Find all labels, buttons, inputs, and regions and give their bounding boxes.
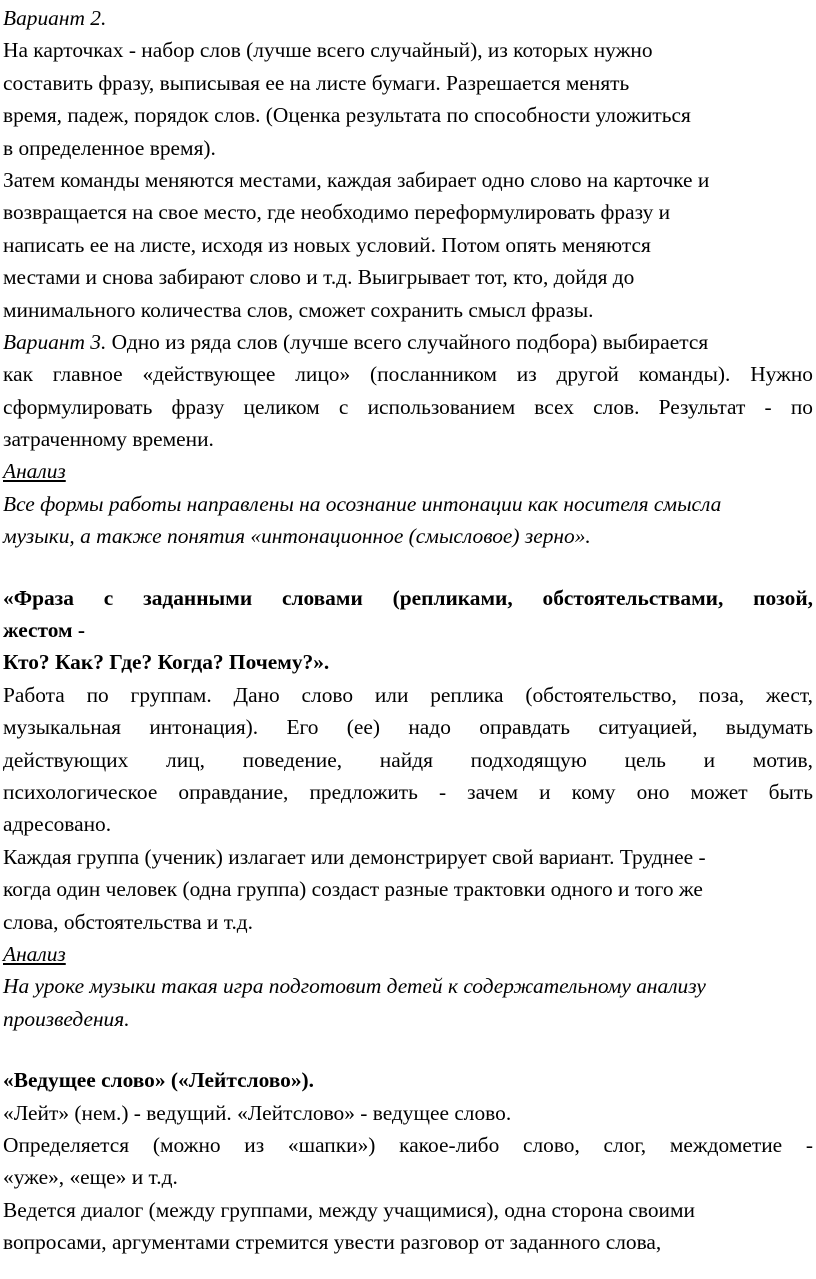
analysis-label: Анализ — [3, 941, 66, 966]
paragraph-line: Каждая группа (ученик) излагает или демонстрирует свой вариант. Труднее - — [3, 844, 706, 869]
document-page — [3, 2, 813, 1258]
variant-3-text: Одно из ряда слов (лучше всего случайного подбора) выбирается — [106, 329, 709, 354]
paragraph-line: Работа по группам. Дано слово или реплика (обстоятельство, поза, жест, — [3, 682, 813, 707]
section-heading: «Ведущее слово» («Лейтслово»). — [3, 1068, 315, 1093]
paragraph-line: действующих лиц, поведение, найдя подходящую цель и мотив, — [3, 747, 813, 772]
paragraph-line: Затем команды меняются местами, каждая забирает одно слово на карточке и — [3, 167, 710, 192]
section-heading: Кто? Как? Где? Когда? Почему?». — [3, 650, 330, 675]
paragraph-line: «Лейт» (нем.) - ведущий. «Лейтслово» - ведущее слово. — [3, 1100, 512, 1125]
paragraph-line: как главное «действующее лицо» (посланником из другой команды). Нужно — [3, 362, 813, 387]
variant-2-heading: Вариант 2. — [3, 6, 107, 30]
analysis-text-line: Все формы работы направлены на осознание интонации как носителя смысла — [3, 491, 722, 516]
analysis-heading — [3, 455, 813, 487]
paragraph-line: «уже», «еще» и т.д. — [3, 1165, 178, 1190]
paragraph-line: Определяется (можно из «шапки») какое-либо слово, слог, междометие - — [3, 1132, 813, 1157]
analysis-text-line: музыки, а также понятия «интонационное (смысловое) зерно». — [3, 524, 591, 549]
paragraph-line: Ведется диалог (между группами, между учащимися), одна сторона своими — [3, 1197, 695, 1222]
paragraph-line: местами и снова забирают слово и т.д. Выигрывает тот, кто, дойдя до — [3, 265, 635, 290]
variant-3-label: Вариант 3. — [3, 329, 107, 354]
paragraph-line: вопросами, аргументами стремится увести разговор от заданного слова, — [3, 1230, 662, 1255]
paragraph-line: слова, обстоятельства и т.д. — [3, 909, 254, 934]
paragraph-line: написать ее на листе, исходя из новых условий. Потом опять меняются — [3, 232, 651, 257]
section-gap — [3, 1035, 813, 1064]
paragraph-line: возвращается на свое место, где необходимо переформулировать фразу и — [3, 200, 671, 225]
paragraph-line: На карточках - набор слов (лучше всего случайный), из которых нужно — [3, 38, 653, 63]
paragraph-line: время, падеж, порядок слов. (Оценка результата по способности уложиться — [3, 103, 691, 128]
paragraph-line: психологическое оправдание, предложить - зачем и кому оно может быть — [3, 779, 813, 804]
paragraph-line: сформулировать фразу целиком с использованием всех слов. Результат - по — [3, 394, 813, 419]
section-heading: «Фраза с заданными словами (репликами, обстоятельствами, позой, — [3, 585, 813, 610]
paragraph-line: затраченному времени. — [3, 427, 214, 452]
analysis-heading — [3, 938, 813, 970]
variant-3-line — [3, 326, 813, 358]
paragraph-line: музыкальная интонация). Его (ее) надо оправдать ситуацией, выдумать — [3, 715, 813, 740]
paragraph-line: составить фразу, выписывая ее на листе бумаги. Разрешается менять — [3, 70, 630, 95]
section-heading: жестом - — [3, 618, 86, 643]
analysis-text-line: На уроке музыки такая игра подготовит детей к содержательному анализу — [3, 974, 706, 999]
paragraph-line: адресовано. — [3, 812, 112, 837]
paragraph-line: в определенное время). — [3, 135, 216, 160]
paragraph-line: когда один человек (одна группа) создаст разные трактовки одного и того же — [3, 877, 703, 902]
paragraph-line: минимального количества слов, сможет сохранить смысл фразы. — [3, 297, 594, 322]
analysis-text-line: произведения. — [3, 1006, 130, 1031]
analysis-label: Анализ — [3, 459, 66, 484]
section-gap — [3, 553, 813, 582]
